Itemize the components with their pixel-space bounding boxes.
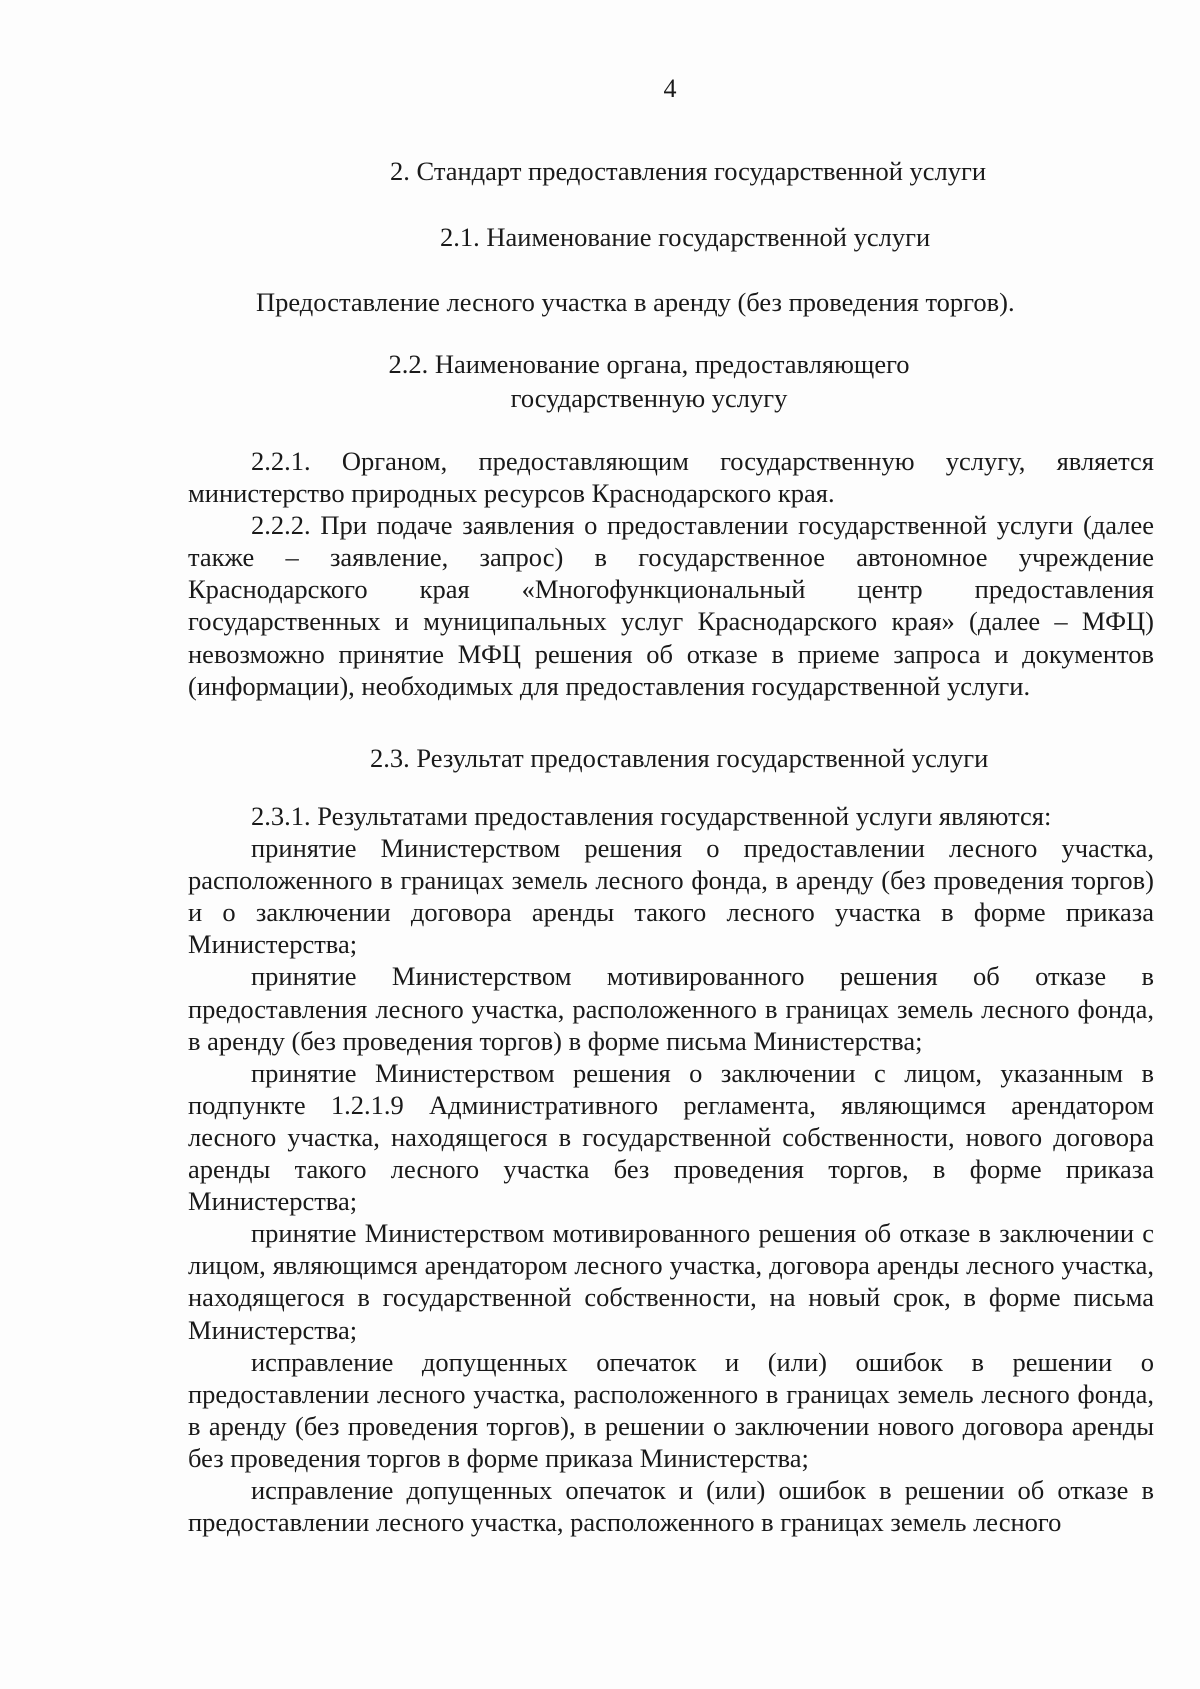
paragraph-2-2-1: 2.2.1. Органом, предоставляющим государственную услугу, является министерство природных ресурсов Краснодарского края. [188, 446, 1154, 509]
section-title: 2. Стандарт предоставления государственной услуги [390, 156, 987, 186]
subsection-2-2-body [188, 445, 1154, 702]
result-item: исправление допущенных опечаток и (или) ошибок в решении об отказе в предоставлении лесного участка, расположенного в границах земель лесного [188, 1474, 1154, 1538]
subsection-2-1-title: 2.1. Наименование государственной услуги [440, 222, 931, 252]
result-item: принятие Министерством решения о предоставлении лесного участка, расположенного в границах земель лесного фонда, в аренду (без проведения торгов) и о заключении договора аренды такого лесного участка в форме приказа Министерства; [188, 833, 1154, 960]
subsection-2-3-title: 2.3. Результат предоставления государственной услуги [370, 743, 989, 773]
subsection-2-2-title [0, 347, 1200, 415]
subsection-2-2-title-line2: государственную услугу [510, 383, 788, 413]
subsection-2-2-title-line1: 2.2. Наименование органа, предоставляющего [388, 349, 910, 379]
result-item: исправление допущенных опечаток и (или) ошибок в решении о предоставлении лесного участка, расположенного в границах земель лесного фонда, в аренду (без проведения торгов), в решении о заключении нового договора аренды без проведения торгов в форме приказа Министерства; [188, 1346, 1154, 1473]
page-number: 4 [663, 74, 677, 103]
result-item: принятие Министерством решения о заключении с лицом, указанным в подпункте 1.2.1.9 Административного регламента, являющимся арендатором лесного участка, находящегося в государственной собственности, нового договора аренды такого лесного участка без проведения торгов, в форме приказа Министерства; [188, 1057, 1154, 1217]
paragraph-2-2-2: 2.2.2. При подаче заявления о предоставлении государственной услуги (далее также – заявление, запрос) в государственное автономное учреждение Краснодарского края «Многофункциональный центр предоставления государственных и муниципальных услуг Краснодарского края» (далее – МФЦ) невозможно принятие МФЦ решения об отказе в приеме запроса и документов (информации), необходимых для предоставления государственной услуги. [188, 510, 1154, 701]
paragraph-2-3-1: 2.3.1. Результатами предоставления государственной услуги являются: [251, 801, 1052, 831]
service-name: Предоставление лесного участка в аренду (без проведения торгов). [256, 287, 1015, 317]
subsection-2-3-body [188, 800, 1154, 1538]
result-item: принятие Министерством мотивированного решения об отказе в заключении с лицом, являющимся арендатором лесного участка, договора аренды лесного участка, находящегося в государственной собственности, на новый срок, в форме письма Министерства; [188, 1218, 1154, 1345]
result-item: принятие Министерством мотивированного решения об отказе в предоставления лесного участка, расположенного в границах земель лесного фонда, в аренду (без проведения торгов) в форме письма Министерства; [188, 961, 1154, 1056]
